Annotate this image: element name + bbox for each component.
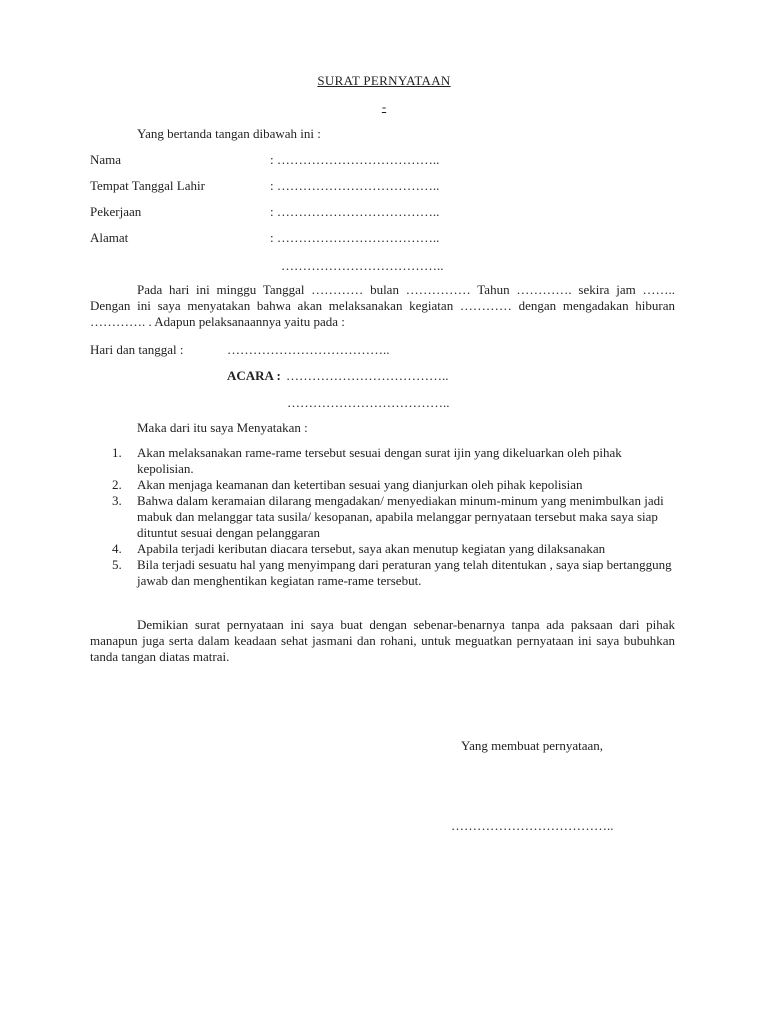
intro-text: Yang bertanda tangan dibawah ini :	[137, 126, 321, 141]
list-item: 4. Apabila terjadi keributan diacara tersebut, saya akan menutup kegiatan yang dilaksanakan	[112, 541, 606, 556]
document-title: SURAT PERNYATAAN	[317, 73, 451, 88]
field-label-pekerjaan: Pekerjaan	[90, 204, 142, 219]
field-label-alamat: Alamat	[90, 230, 129, 245]
signature-line: ………………………………..	[451, 818, 614, 833]
list-item: 1. Akan melaksanakan rame-rame tersebut sesuai dengan surat ijin yang dikeluarkan oleh pihak kepolisian.	[112, 445, 622, 476]
hari-label: Hari dan tanggal :	[90, 342, 184, 357]
statement-intro: Maka dari itu saya Menyatakan :	[137, 420, 308, 435]
acara-label: ACARA :	[227, 368, 281, 383]
field-value-ttl: : ………………………………..	[270, 178, 440, 193]
hari-value: ………………………………..	[227, 342, 390, 357]
closing-paragraph: Demikian surat pernyataan ini saya buat dengan sebenar-benarnya tanpa ada paksaan dari pihak manapun juga serta dalam keadaan sehat jasmani dan rohani, untuk meguatkan pernyataan ini saya bubuhkan tanda tangan diatas matrai.	[90, 617, 675, 664]
list-item: 5. Bila terjadi sesuatu hal yang menyimpang dari peraturan yang telah ditentukan , saya siap bertanggung jawab dan menghentikan kegiatan rame-rame tersebut.	[112, 557, 672, 588]
acara-continuation: ………………………………..	[287, 395, 450, 410]
title-underline-mark: -	[381, 99, 387, 114]
field-value-nama: : ………………………………..	[270, 152, 440, 167]
field-value-alamat: : ………………………………..	[270, 230, 440, 245]
acara-value: ………………………………..	[286, 368, 449, 383]
field-label-ttl: Tempat Tanggal Lahir	[90, 178, 205, 193]
list-item: 2. Akan menjaga keamanan dan ketertiban sesuai yang dianjurkan oleh pihak kepolisian	[112, 477, 583, 492]
field-label-nama: Nama	[90, 152, 122, 167]
statement-list	[90, 445, 680, 589]
event-paragraph: Pada hari ini minggu Tanggal ………… bulan …………… Tahun …………. sekira jam …….. Dengan ini saya menyatakan bahwa akan melaksanakan kegiatan ………… dengan mengadakan hiburan …………. . Adapun pelaksanaannya yaitu pada :	[90, 282, 675, 329]
field-value-pekerjaan: : ………………………………..	[270, 204, 440, 219]
list-item: 3. Bahwa dalam keramaian dilarang mengadakan/ menyediakan minum-minum yang menimbulkan jadi mabuk dan melanggar tata susila/ kesopanan, apabila melanggar pernyataan tersebut maka saya siap dituntut sesuai dengan pelanggaran	[112, 493, 664, 540]
signature-label: Yang membuat pernyataan,	[461, 738, 604, 753]
address-continuation: ………………………………..	[281, 258, 444, 273]
